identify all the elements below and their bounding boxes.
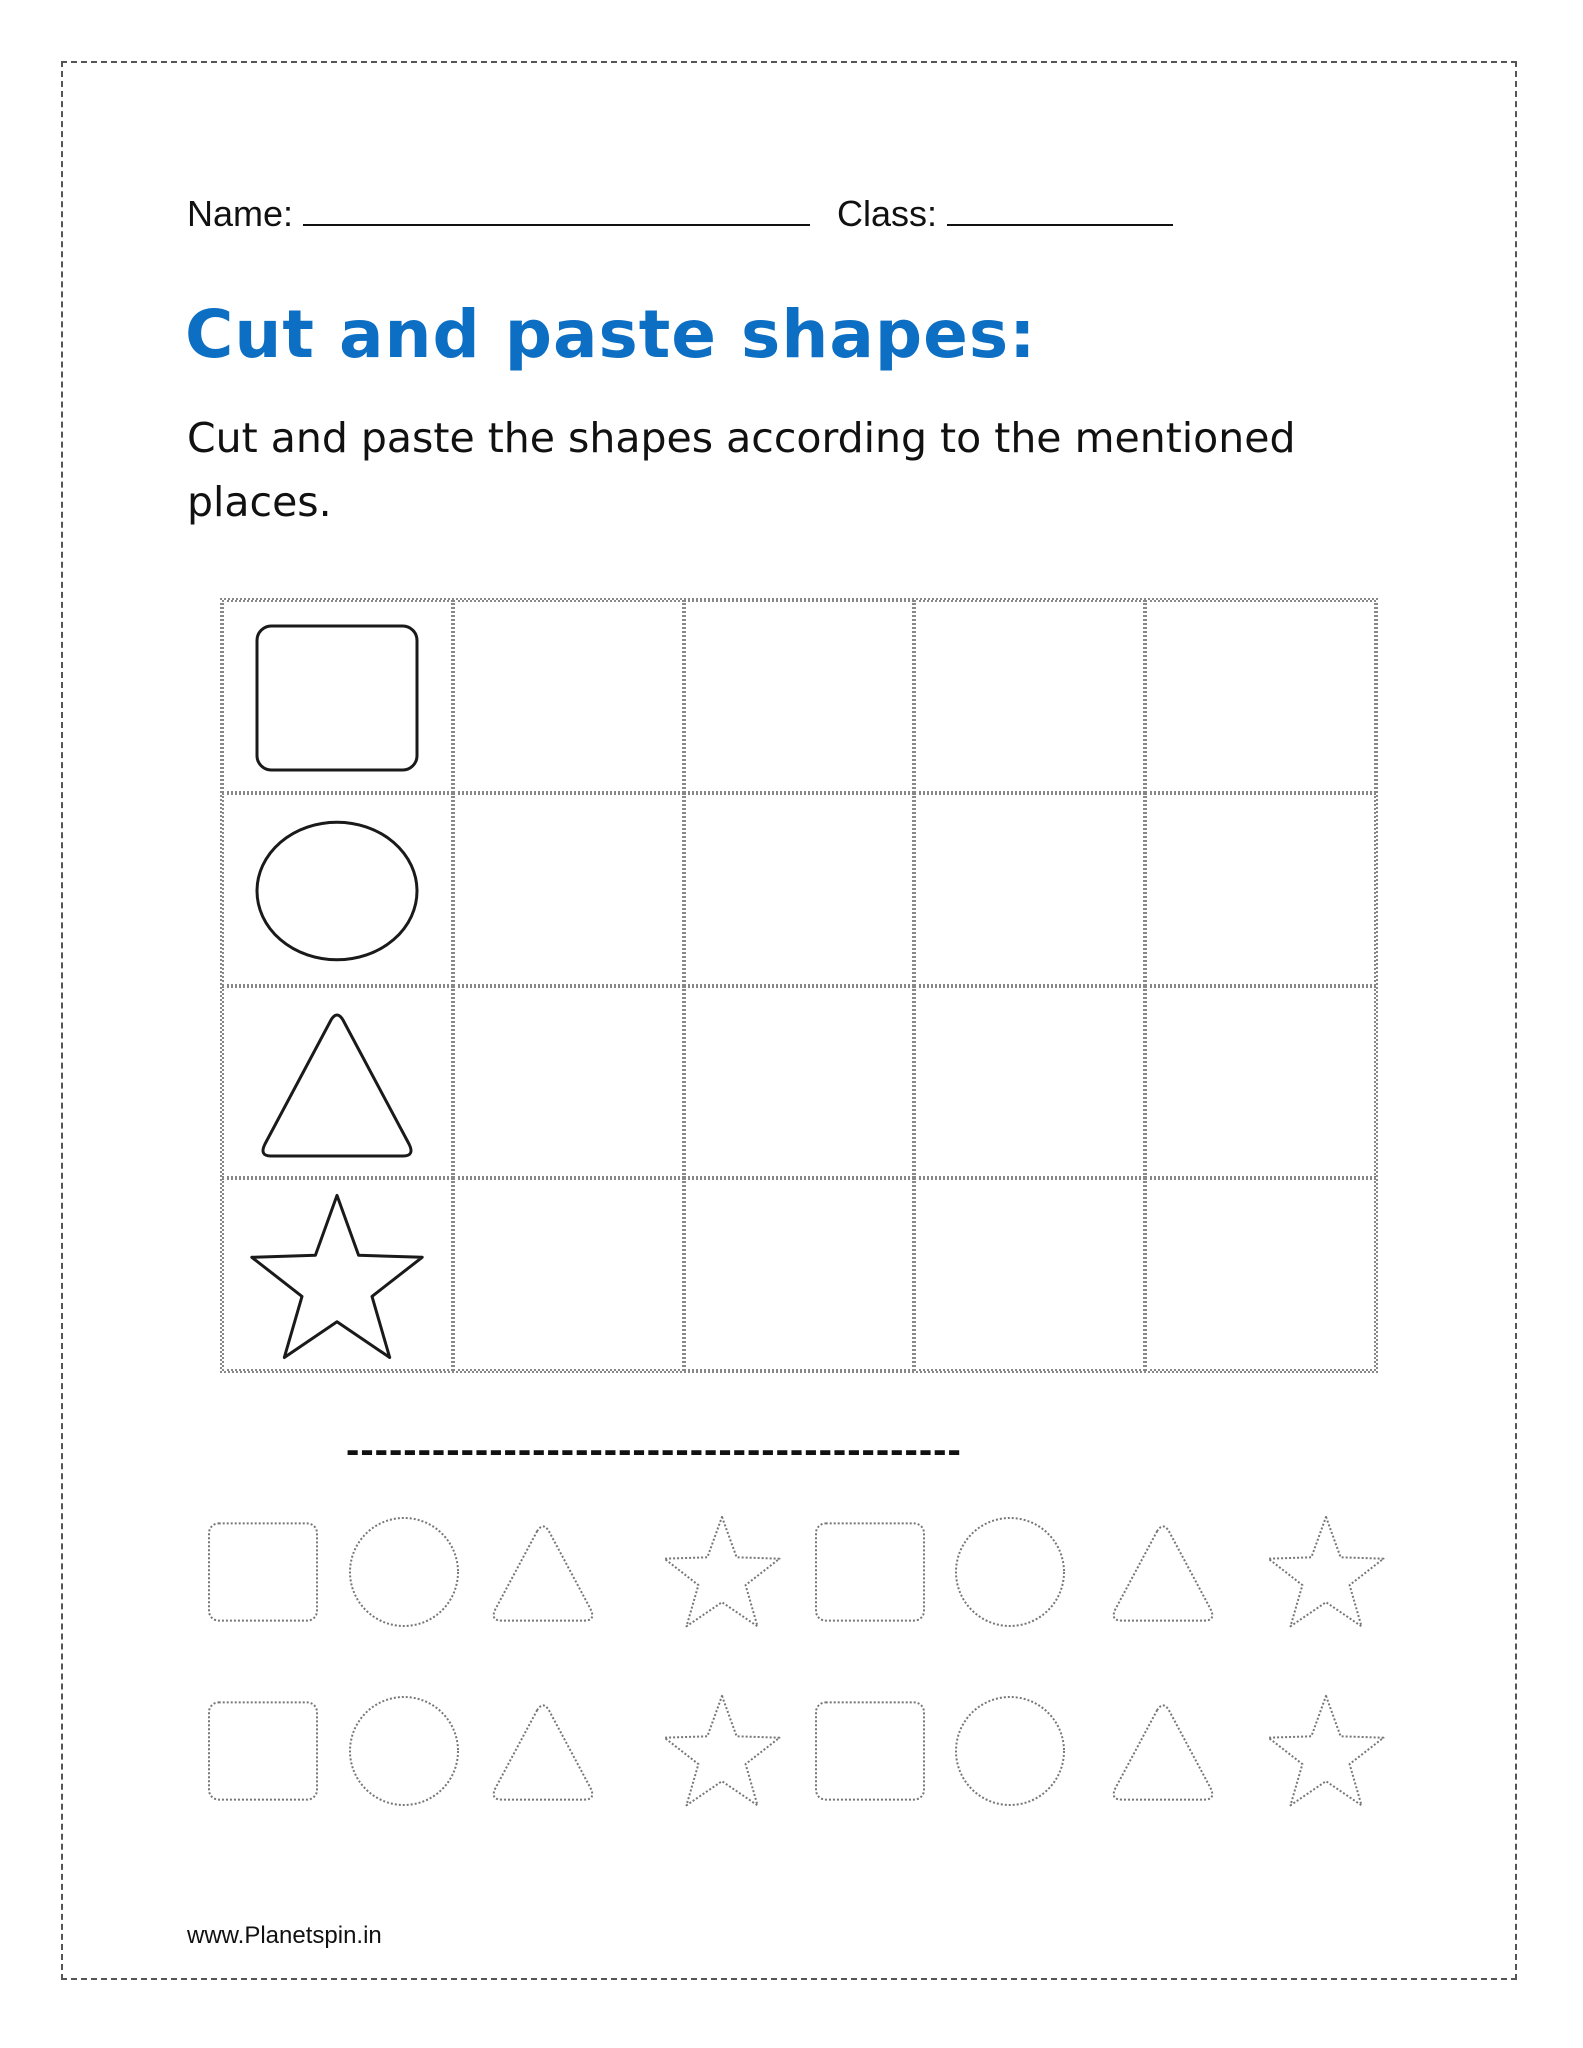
reference-shape (247, 606, 427, 786)
reference-shape (247, 799, 427, 979)
paste-cell[interactable] (684, 793, 915, 986)
instructions: Cut and paste the shapes according to the mentioned places. (187, 414, 1296, 526)
star-icon (252, 1195, 422, 1357)
paste-cell[interactable] (453, 600, 684, 793)
reference-cell (222, 600, 453, 793)
reference-cell (222, 986, 453, 1179)
class-blank-line[interactable] (947, 190, 1173, 226)
reference-shape (247, 992, 427, 1172)
paste-cell[interactable] (453, 986, 684, 1179)
paste-cell[interactable] (1145, 986, 1376, 1179)
paste-cell[interactable] (684, 986, 915, 1179)
paste-cell[interactable] (1145, 600, 1376, 793)
paste-cell[interactable] (1145, 1178, 1376, 1371)
cutout-shapes (0, 1480, 1583, 1840)
rounded-square-icon (816, 1523, 924, 1620)
paste-cell[interactable] (914, 793, 1145, 986)
paste-cell[interactable] (684, 1178, 915, 1371)
triangle-icon (494, 1705, 593, 1799)
paste-cell[interactable] (1145, 793, 1376, 986)
class-label: Class: (837, 193, 938, 234)
reference-shape (247, 1185, 427, 1365)
paste-cell[interactable] (914, 1178, 1145, 1371)
circle-icon (350, 1697, 458, 1805)
reference-cell (222, 1178, 453, 1371)
paste-cell[interactable] (914, 986, 1145, 1179)
star-icon (1269, 1696, 1384, 1805)
circle-icon (257, 822, 417, 960)
circle-icon (350, 1518, 458, 1626)
rounded-square-icon (257, 626, 417, 770)
paste-grid (220, 598, 1378, 1373)
rounded-square-icon (209, 1702, 317, 1799)
circle-icon (956, 1518, 1064, 1626)
rounded-square-icon (816, 1702, 924, 1799)
paste-cell[interactable] (684, 600, 915, 793)
reference-cell (222, 793, 453, 986)
triangle-icon (494, 1526, 593, 1620)
paste-cell[interactable] (453, 1178, 684, 1371)
paste-cell[interactable] (453, 793, 684, 986)
name-field (187, 190, 810, 235)
star-icon (1269, 1517, 1384, 1626)
class-field (837, 190, 1173, 235)
cut-line: ------------------------------------------- (346, 1428, 962, 1472)
circle-icon (956, 1697, 1064, 1805)
triangle-icon (1114, 1705, 1213, 1799)
name-label: Name: (187, 193, 294, 234)
name-blank-line[interactable] (303, 190, 810, 226)
triangle-icon (1114, 1526, 1213, 1620)
rounded-square-icon (209, 1523, 317, 1620)
page-title: Cut and paste shapes: (185, 296, 1037, 373)
star-icon (665, 1696, 780, 1805)
star-icon (665, 1517, 780, 1626)
footer-url: www.Planetspin.in (187, 1922, 382, 1949)
triangle-icon (263, 1015, 411, 1156)
paste-cell[interactable] (914, 600, 1145, 793)
